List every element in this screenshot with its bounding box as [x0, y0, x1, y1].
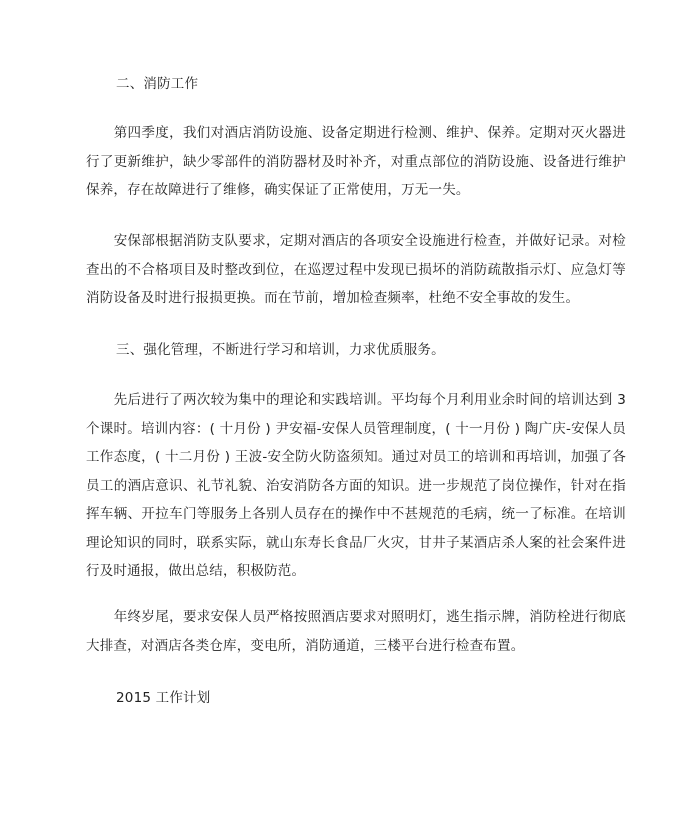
paragraph-line: 先后进行了两次较为集中的理论和实践培训。平均每个月利用业余时间的培训达到 3	[86, 392, 626, 408]
paragraph-line: 行了更新维护，缺少零部件的消防器材及时补齐，对重点部位的消防设施、设备进行维护	[86, 153, 626, 170]
paragraph-line: 查出的不合格项目及时整改到位，在巡逻过程中发现已损坏的消防疏散指示灯、应急灯等	[86, 261, 626, 278]
paragraph-line: 行及时通报，做出总结，积极防范。	[86, 563, 306, 579]
paragraph-line: 大排查，对酒店各类仓库，变电所，消防通道，三楼平台进行检查布置。	[86, 637, 525, 654]
section-heading-management: 三、强化管理，不断进行学习和培训，力求优质服务。	[116, 342, 445, 358]
paragraph-line: 个课时。培训内容：( 十月份 ) 尹安福-安保人员管理制度，( 十一月份 ) 陶广庆-安保人员	[86, 420, 626, 437]
section-heading-fire-work: 二、消防工作	[116, 76, 199, 92]
paragraph-line: 保养，存在故障进行了维修，确实保证了正常使用，万无一失。	[86, 182, 470, 198]
paragraph-line: 工作态度，( 十二月份 ) 王波-安全防火防盗须知。通过对员工的培训和再培训，加强了各	[86, 449, 626, 465]
paragraph-line: 第四季度，我们对酒店消防设施、设备定期进行检测、维护、保养。定期对灭火器进	[86, 125, 626, 141]
paragraph-line: 安保部根据消防支队要求，定期对酒店的各项安全设施进行检查，并做好记录。对检	[86, 233, 626, 249]
paragraph-line: 年终岁尾，要求安保人员严格按照酒店要求对照明灯，逃生指示牌，消防栓进行彻底	[86, 609, 626, 625]
paragraph-line: 员工的酒店意识、礼节礼貌、治安消防各方面的知识。进一步规范了岗位操作，针对在指	[86, 477, 626, 494]
paragraph-safety-inspection	[86, 227, 626, 313]
paragraph-line: 挥车辆、开拉车门等服务上各别人员存在的操作中不甚规范的毛病，统一了标准。在培训	[86, 506, 626, 522]
paragraph-fire-maintenance	[86, 119, 626, 205]
section-heading-work-plan: 2015 工作计划	[116, 690, 211, 706]
paragraph-line: 消防设备及时进行报损更换。而在节前，增加检查频率，杜绝不安全事故的发生。	[86, 290, 580, 306]
paragraph-training	[86, 386, 626, 586]
paragraph-line: 理论知识的同时，联系实际，就山东寿长食品厂火灾，甘井子某酒店杀人案的社会案件进	[86, 534, 626, 551]
paragraph-year-end-inspection	[86, 603, 626, 660]
